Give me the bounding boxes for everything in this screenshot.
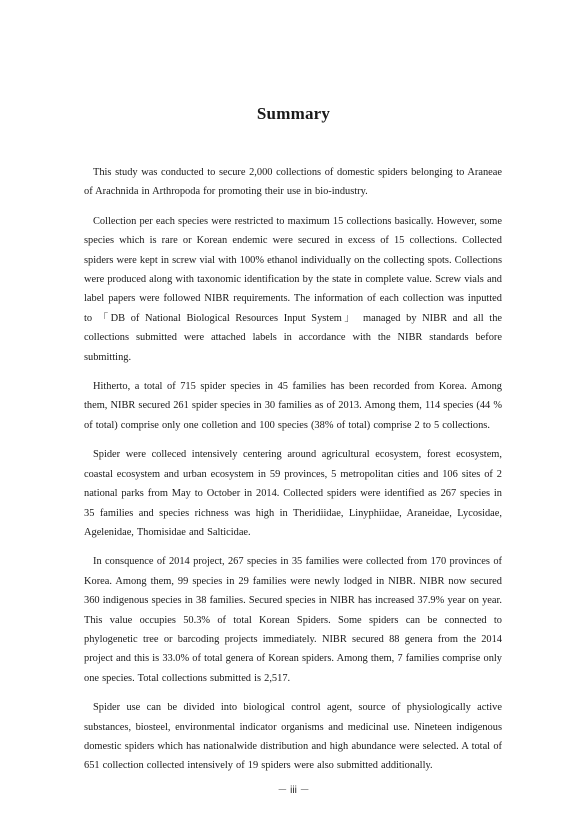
paragraph-spider-use: Spider use can be divided into biological control agent, source of physiologically active substances, biosteel, environmental indicator organisms and medicinal use. Nineteen indigenous domestic spiders which has nationalwide distribution and high abundance were selected. A total of 651 collection collected intensively of 19 spiders were also submitted additionally. [84,702,502,772]
paragraph-project-results: In consquence of 2014 project, 267 species in 35 families were collected from 170 provinces of Korea. Among them, 99 species in 29 families were newly lodged in NIBR. NIBR now secured 360 indigenous species in 38 families. Secured species in NIBR has increased 37.9% year on year. This value occupies 50.3% of total Korean Spiders. Some spiders can be connected to phylogenetic tree or barcoding projects immediately. NIBR secured 88 genera from the 2014 project and this is 33.0% of total genera of Korean spiders. Among them, 7 families comprise only one species. Total collections submitted is 2,517. [84,556,502,684]
paragraph-purpose: This study was conducted to secure 2,000 collections of domestic spiders belonging to Araneae of Arachnida in Arthropoda for promoting their use in bio-industry. [84,167,502,198]
page-number: － iii － [277,785,310,796]
paragraph-collection-method: Collection per each species were restricted to maximum 15 collections basically. However, some species which is rare or Korean endemic were secured in excess of 15 collections. Collected spiders were kept in screw vial with 100% ethanol individually on the collecting spots. Collections were produced along with taxonomic identification by the state in complete value. Screw vials and label papers were followed NIBR requirements. The information of each collection was inputted to 「DB of National Biological Resources Input System」 managed by NIBR and all the collections submitted were attached labels in accordance with the NIBR standards before submitting. [84,215,502,363]
paragraph-collection-sites: Spider were colleced intensively centering around agricultural ecosystem, forest ecosystem, coastal ecosystem and urban ecosystem in 59 provinces, 5 metropolitan cities and 106 sites of 2 national parks from May to October in 2014. Collected spiders were identified as 267 species in 35 families and species richness was high in Theridiidae, Linyphiidae, Araneidae, Lycosidae, Agelenidae, Thomisidae and Salticidae. [84,449,502,538]
page-title: Summary [256,104,331,123]
paragraph-species-records: Hitherto, a total of 715 spider species in 45 families has been recorded from Korea. Among them, NIBR secured 261 spider species in 30 families as of 2013. Among them, 114 species (44 % of total) comprise only one colletion and 100 species (38% of total) comprise 2 to 5 collections. [84,381,502,431]
summary-body [84,163,502,786]
